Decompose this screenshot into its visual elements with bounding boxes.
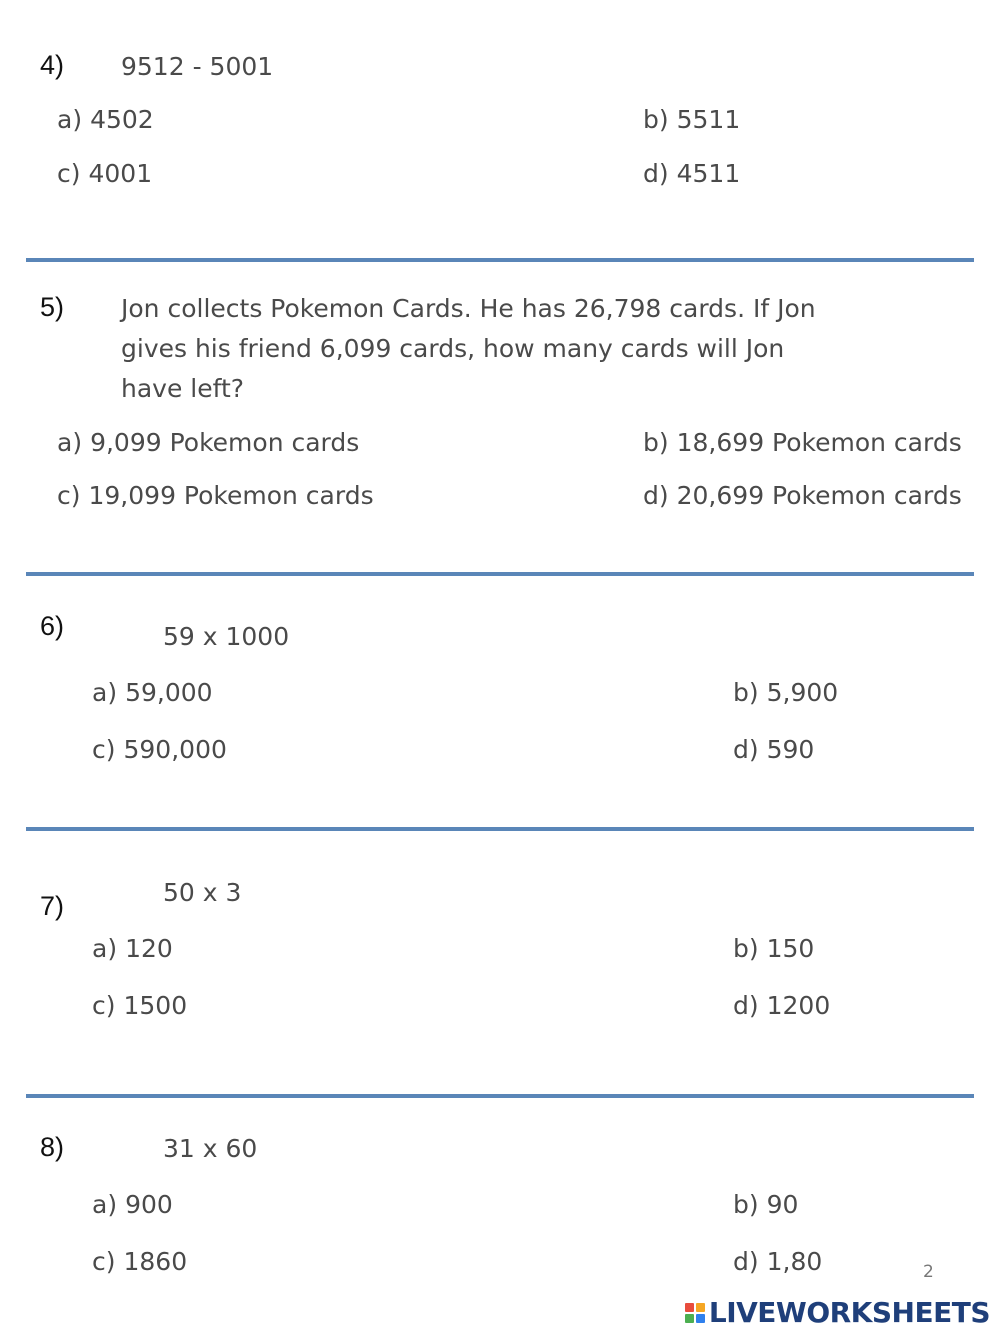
option-label: a): [92, 934, 118, 963]
question-7-option-c[interactable]: [92, 991, 187, 1020]
option-label: a): [57, 105, 83, 134]
question-7-prompt: 50 x 3: [163, 878, 242, 907]
question-7-option-d[interactable]: [733, 991, 830, 1020]
option-value: 9,099 Pokemon cards: [90, 428, 360, 457]
option-value: 1860: [123, 1247, 188, 1276]
section-divider: [26, 572, 974, 576]
option-label: c): [92, 735, 116, 764]
option-label: d): [733, 735, 759, 764]
question-8-option-d[interactable]: [733, 1247, 822, 1276]
question-5-option-d[interactable]: [643, 481, 962, 510]
option-label: d): [643, 159, 669, 188]
question-7-option-b[interactable]: [733, 934, 814, 963]
question-6-number: 6): [40, 611, 65, 641]
question-5-option-b[interactable]: [643, 428, 962, 457]
question-4-option-d[interactable]: [643, 159, 740, 188]
logo-block: [696, 1314, 705, 1323]
question-7-number: 7): [40, 891, 65, 921]
option-label: b): [733, 678, 759, 707]
option-label: b): [733, 1190, 759, 1219]
option-value: 20,699 Pokemon cards: [676, 481, 962, 510]
question-8-option-c[interactable]: [92, 1247, 187, 1276]
question-8-option-a[interactable]: [92, 1190, 173, 1219]
option-label: c): [92, 1247, 116, 1276]
question-8-number: 8): [40, 1132, 65, 1162]
logo-blocks-icon: [685, 1303, 705, 1323]
option-label: b): [643, 105, 669, 134]
question-5-option-c[interactable]: [57, 481, 374, 510]
section-divider: [26, 258, 974, 262]
option-value: 4502: [90, 105, 154, 134]
option-label: b): [733, 934, 759, 963]
question-4-option-c[interactable]: [57, 159, 152, 188]
question-4-option-a[interactable]: [57, 105, 154, 134]
logo-text: LIVEWORKSHEETS: [708, 1296, 990, 1329]
option-value: 590: [766, 735, 815, 764]
option-value: 1200: [766, 991, 831, 1020]
question-5-prompt-line-1: Jon collects Pokemon Cards. He has 26,798 cards. If Jon: [121, 294, 816, 323]
option-label: d): [733, 1247, 759, 1276]
option-value: 1500: [123, 991, 188, 1020]
option-label: c): [57, 159, 81, 188]
option-value: 1,80: [766, 1247, 823, 1276]
option-label: c): [92, 991, 116, 1020]
option-value: 150: [766, 934, 815, 963]
question-5-prompt-line-3: have left?: [121, 374, 245, 403]
liveworksheets-logo[interactable]: [685, 1296, 990, 1329]
option-label: d): [733, 991, 759, 1020]
option-value: 120: [125, 934, 173, 963]
option-label: a): [57, 428, 83, 457]
option-value: 59,000: [125, 678, 213, 707]
option-label: c): [57, 481, 81, 510]
question-5-option-a[interactable]: [57, 428, 359, 457]
option-label: d): [643, 481, 669, 510]
option-value: 4001: [88, 159, 153, 188]
option-label: a): [92, 678, 118, 707]
question-6-option-a[interactable]: [92, 678, 213, 707]
question-8-option-b[interactable]: [733, 1190, 798, 1219]
question-7-option-a[interactable]: [92, 934, 173, 963]
option-value: 5,900: [766, 678, 839, 707]
option-value: 900: [125, 1190, 173, 1219]
option-value: 5511: [676, 105, 741, 134]
question-5-prompt-line-2: gives his friend 6,099 cards, how many cards will Jon: [121, 334, 785, 363]
question-4-prompt: 9512 - 5001: [121, 52, 274, 81]
logo-block: [685, 1314, 694, 1323]
option-value: 90: [766, 1190, 799, 1219]
question-8-prompt: 31 x 60: [163, 1134, 258, 1163]
option-value: 18,699 Pokemon cards: [676, 428, 962, 457]
option-value: 4511: [676, 159, 741, 188]
question-4-number: 4): [40, 50, 65, 80]
question-6-option-d[interactable]: [733, 735, 814, 764]
question-5-number: 5): [40, 292, 65, 322]
section-divider: [26, 827, 974, 831]
option-value: 590,000: [123, 735, 227, 764]
option-label: b): [643, 428, 669, 457]
page-number: 2: [923, 1262, 934, 1282]
logo-block: [685, 1303, 694, 1312]
section-divider: [26, 1094, 974, 1098]
question-4-option-b[interactable]: [643, 105, 740, 134]
question-6-option-b[interactable]: [733, 678, 838, 707]
option-value: 19,099 Pokemon cards: [88, 481, 374, 510]
question-6-option-c[interactable]: [92, 735, 227, 764]
option-label: a): [92, 1190, 118, 1219]
question-6-prompt: 59 x 1000: [163, 622, 290, 651]
logo-block: [696, 1303, 705, 1312]
